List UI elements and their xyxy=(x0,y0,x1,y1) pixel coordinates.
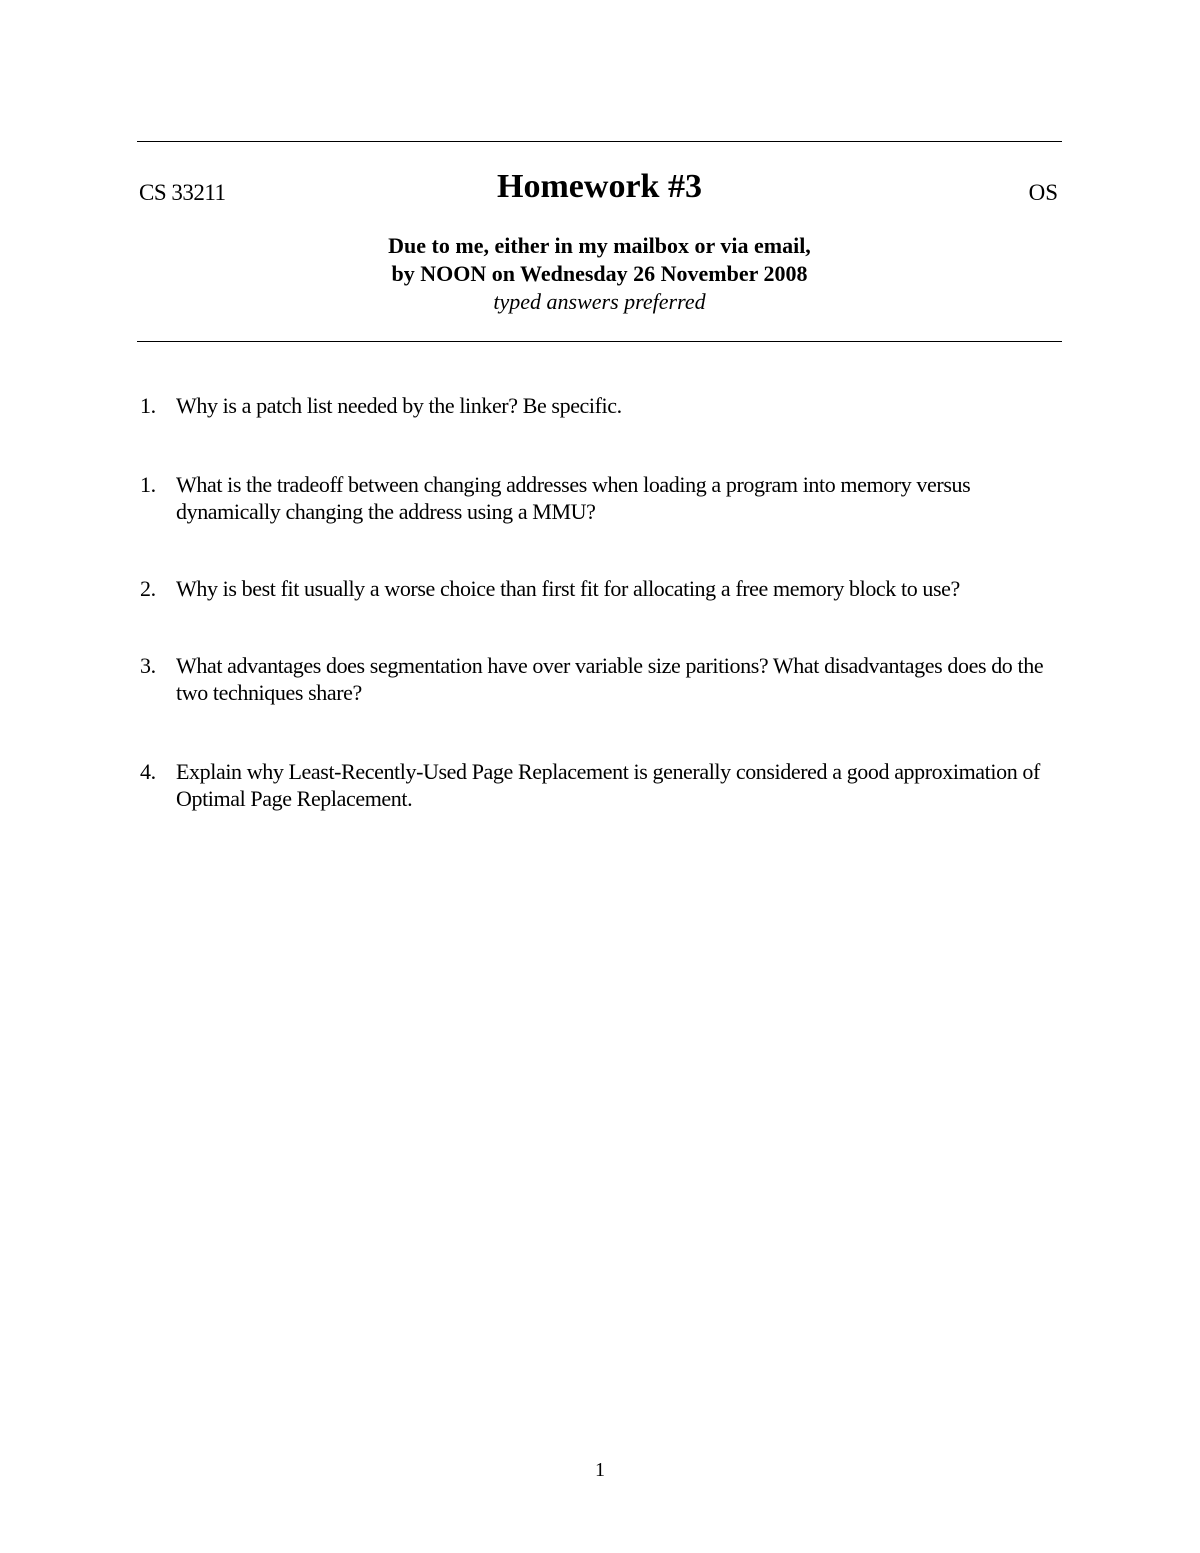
due-info xyxy=(137,232,1062,316)
question-number: 1. xyxy=(140,393,156,418)
question-item xyxy=(140,652,1070,706)
question-text: Why is a patch list needed by the linker? Be specific. xyxy=(176,393,622,418)
question-list xyxy=(140,392,1070,812)
question-number: 4. xyxy=(140,759,156,784)
due-line-2: by NOON on Wednesday 26 November 2008 xyxy=(391,261,808,286)
question-number: 2. xyxy=(140,576,156,601)
top-divider xyxy=(137,141,1062,142)
question-item xyxy=(140,392,1070,419)
question-item xyxy=(140,758,1070,812)
document-header xyxy=(137,168,1062,212)
question-text: Why is best fit usually a worse choice than first fit for allocating a free memory block to use? xyxy=(176,576,960,601)
question-text: Explain why Least-Recently-Used Page Replacement is generally considered a good approximation of Optimal Page Replacement. xyxy=(176,759,1040,811)
due-note: typed answers preferred xyxy=(493,289,706,314)
question-item xyxy=(140,575,1070,602)
question-number: 1. xyxy=(140,472,156,497)
question-number: 3. xyxy=(140,653,156,678)
page-title: Homework #3 xyxy=(497,168,702,205)
question-item xyxy=(140,471,1070,525)
page-number: 1 xyxy=(595,1459,605,1481)
course-tag: OS xyxy=(1028,180,1058,205)
due-line-1: Due to me, either in my mailbox or via email, xyxy=(388,233,811,258)
question-text: What is the tradeoff between changing addresses when loading a program into memory versus dynamically changing the address using a MMU? xyxy=(176,472,971,524)
course-code: CS 33211 xyxy=(139,180,226,205)
question-text: What advantages does segmentation have over variable size paritions? What disadvantages does do the two techniques share? xyxy=(176,653,1044,705)
bottom-divider xyxy=(137,341,1062,342)
